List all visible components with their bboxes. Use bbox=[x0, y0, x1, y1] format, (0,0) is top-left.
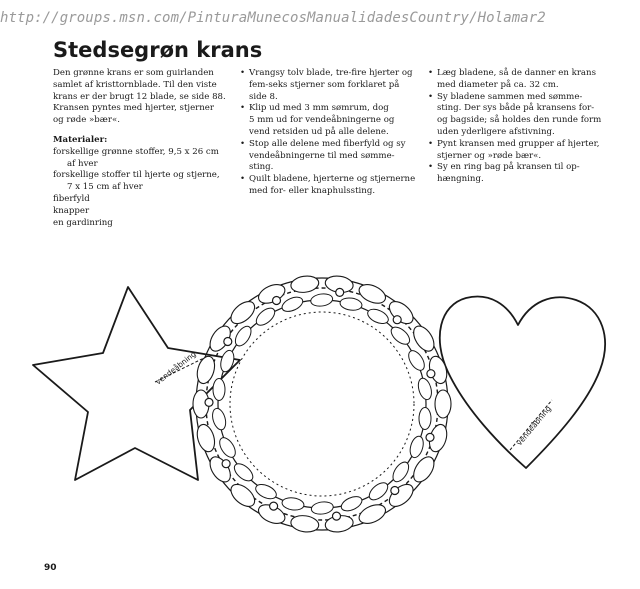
wreath-leaf bbox=[435, 390, 451, 418]
wreath-leaf bbox=[254, 482, 279, 502]
wreath-leaf bbox=[339, 494, 364, 514]
wreath-leaf bbox=[227, 480, 259, 510]
wreath-button bbox=[391, 487, 399, 495]
wreath-leaf bbox=[281, 496, 304, 511]
wreath-button bbox=[333, 512, 341, 520]
step-line: med for- eller knaphulssting. bbox=[249, 185, 376, 196]
wreath-leaf bbox=[227, 297, 259, 327]
materials-line: forskellige grønne stoffer, 9,5 x 26 cm bbox=[53, 146, 219, 157]
step-line: 5 mm ud for vendeåbningerne og bbox=[249, 115, 395, 126]
page-number: 90 bbox=[44, 563, 57, 573]
heart-pattern-icon bbox=[440, 297, 605, 468]
step-line: med diameter på ca. 32 cm. bbox=[437, 79, 559, 90]
watermark-url: http://groups.msn.com/PinturaMunecosManualidadesCountry/Holamar2 bbox=[0, 10, 546, 26]
step-line: vend retsiden ud på alle delene. bbox=[249, 126, 389, 137]
materials-line: forskellige stoffer til hjerte og stjerne, bbox=[53, 170, 220, 181]
wreath-leaf bbox=[339, 297, 362, 312]
wreath-leaves bbox=[193, 274, 451, 533]
star-opening-label: vendeåbning bbox=[153, 349, 198, 387]
step-line: uden yderligere afstivning. bbox=[437, 126, 555, 137]
wreath-button bbox=[426, 433, 434, 441]
step-line: vendeåbningerne til med sømme- bbox=[249, 150, 395, 161]
wreath-illustration-icon bbox=[193, 274, 451, 533]
step-line: fem-seks stjerner som forklaret på bbox=[249, 79, 400, 90]
wreath-leaf bbox=[385, 480, 417, 510]
wreath-leaf bbox=[366, 306, 391, 326]
wreath-button bbox=[224, 338, 232, 346]
wreath-leaf bbox=[410, 322, 439, 354]
wreath-leaf bbox=[385, 297, 417, 327]
materials-heading: Materialer: bbox=[53, 134, 108, 145]
page-title: Stedsegrøn krans bbox=[53, 38, 263, 62]
wreath-button bbox=[427, 370, 435, 378]
step-line: • Klip ud med 3 mm sømrum, dog bbox=[249, 103, 389, 114]
wreath-button bbox=[393, 316, 401, 324]
materials-item: knapper bbox=[53, 205, 90, 216]
wreath-leaf bbox=[408, 435, 426, 459]
materials-continuation: af hver bbox=[67, 158, 98, 169]
materials-continuation: 7 x 15 cm af hver bbox=[67, 182, 143, 193]
wreath-leaf bbox=[410, 453, 439, 485]
step-line: sting. bbox=[249, 162, 274, 173]
step-line: • Sy bladene sammen med sømme- bbox=[437, 91, 583, 102]
wreath-leaf bbox=[206, 453, 235, 485]
step-line: sting. Der sys både på kransens for- bbox=[437, 103, 595, 114]
wreath-button bbox=[222, 460, 230, 468]
wreath-leaf bbox=[406, 348, 428, 373]
intro-line: og røde »bær«. bbox=[53, 115, 120, 126]
materials-item: en gardinring bbox=[53, 217, 113, 228]
wreath-button bbox=[273, 297, 281, 305]
wreath-leaf bbox=[290, 514, 320, 534]
step-line: hængning. bbox=[437, 174, 484, 185]
step-line: og bagside; så holdes den runde form bbox=[437, 115, 602, 126]
heart-opening-label: vendeåbning bbox=[514, 404, 553, 448]
wreath-leaf bbox=[217, 435, 239, 460]
intro-line: samlet af kristtornblade. Til den viste bbox=[53, 79, 217, 90]
intro-line: Kransen pyntes med hjerter, stjerner bbox=[53, 103, 214, 114]
intro-line: krans er der brugt 12 blade, se side 88. bbox=[53, 91, 226, 102]
wreath-button bbox=[205, 398, 213, 406]
step-line: stjerner og »røde bær«. bbox=[437, 150, 542, 161]
wreath-leaf bbox=[419, 408, 431, 430]
wreath-leaf bbox=[311, 500, 334, 515]
wreath-leaf bbox=[280, 294, 305, 314]
wreath-leaf bbox=[310, 292, 333, 307]
wreath-leaf bbox=[416, 377, 434, 401]
wreath-leaf bbox=[213, 379, 225, 401]
intro-line: Den grønne krans er som guirlanden bbox=[53, 68, 214, 78]
step-line: • Stop alle delene med fiberfyld og sy bbox=[249, 138, 406, 149]
step-line: • Sy en ring bag på kransen til op- bbox=[437, 162, 580, 173]
wreath-leaf bbox=[218, 349, 236, 373]
step-line: side 8. bbox=[249, 91, 278, 102]
step-line: • Læg bladene, så de danner en krans bbox=[437, 68, 597, 78]
step-line: • Pynt kransen med grupper af hjerter, bbox=[437, 138, 600, 149]
wreath-leaf bbox=[210, 407, 228, 431]
wreath-button bbox=[336, 288, 344, 296]
wreath-button bbox=[270, 502, 278, 510]
step-line: • Quilt bladene, hjerterne og stjernerne bbox=[249, 174, 416, 185]
materials-item: fiberfyld bbox=[53, 193, 90, 204]
step-line: • Vrangsy tolv blade, tre-fire hjerter og bbox=[249, 68, 413, 78]
